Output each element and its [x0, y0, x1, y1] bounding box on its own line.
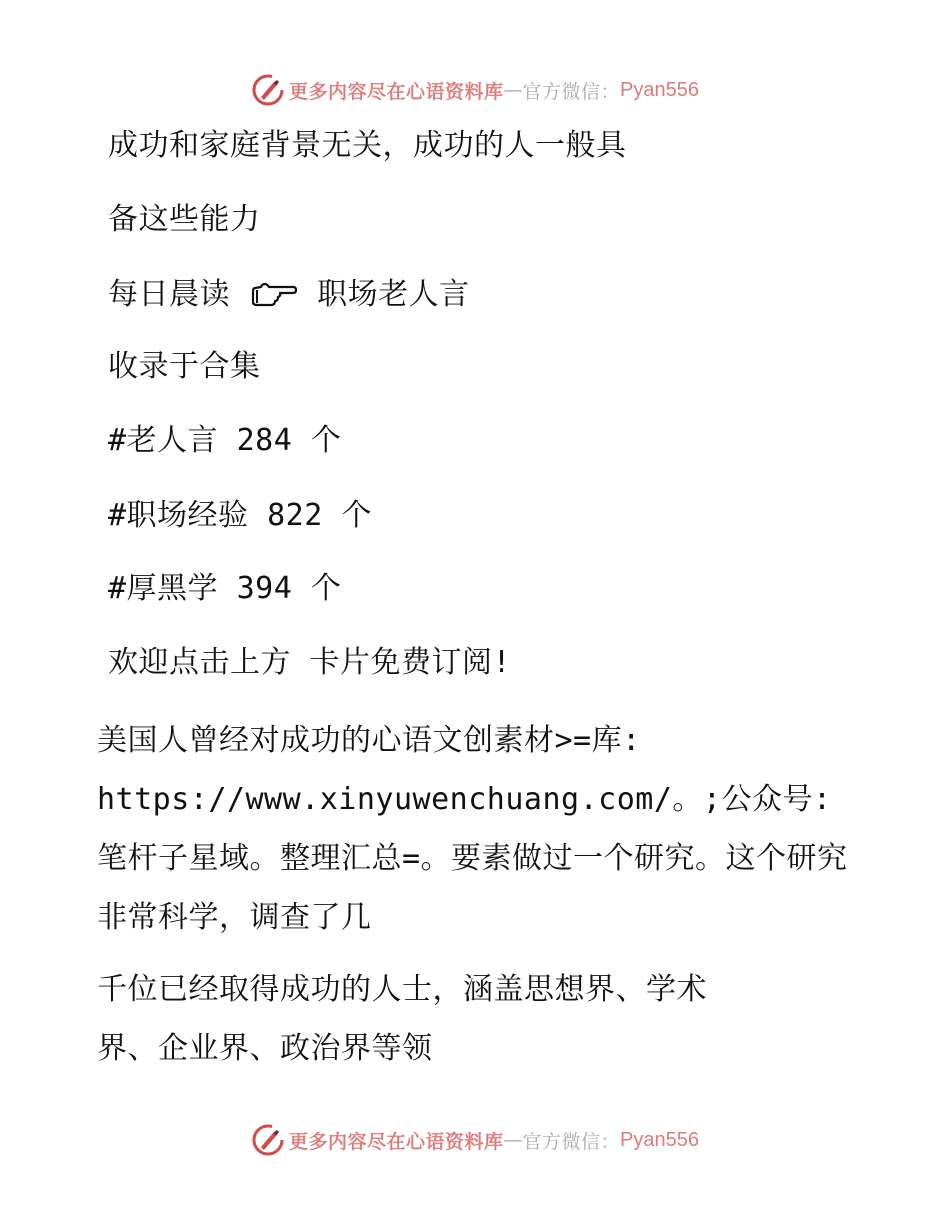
paragraph-2-rest: 界、企业界、政治界等领 [97, 1031, 433, 1066]
header-banner-inner [251, 73, 699, 107]
paragraph-1-rest: https://www.xinyuwenchuang.com/。;公众号: 笔杆子星域。整理汇总=。要素做过一个研究。这个研究非常科学，调查了几 [97, 782, 848, 935]
text-line-3 [108, 275, 470, 315]
banner-wechat-id: Pyan556 [620, 78, 699, 101]
text-line-4: 收录于合集 [108, 349, 261, 384]
morning-read-label: 每日晨读 [108, 277, 230, 312]
hashtag-houheixue: #厚黑学 394 个 [108, 571, 342, 606]
banner-title: 更多内容尽在心语资料库 [289, 80, 504, 103]
hashtag-zhichang: #职场经验 822 个 [108, 498, 372, 533]
pen-logo-icon [251, 73, 285, 107]
footer-banner [0, 1120, 950, 1160]
banner-wechat-label: 官方微信： [522, 80, 621, 103]
paragraph-2 [97, 960, 857, 1078]
subscribe-line: 欢迎点击上方 卡片免费订阅! [108, 645, 512, 680]
pen-logo-icon [251, 1123, 285, 1157]
column-name: 职场老人言 [317, 277, 470, 312]
banner-wechat-id: Pyan556 [620, 1128, 699, 1151]
paragraph-1-first: 美国人曾经对成功的心语文创素材>=库: [97, 723, 641, 758]
hashtag-laorenyan: #老人言 284 个 [108, 423, 342, 458]
text-line-2: 备这些能力 [108, 202, 261, 237]
banner-separator: — [503, 79, 523, 101]
banner-title: 更多内容尽在心语资料库 [289, 1130, 504, 1153]
paragraph-1 [97, 711, 857, 947]
text-line-1: 成功和家庭背景无关，成功的人一般具 [108, 128, 627, 163]
header-banner [0, 70, 950, 110]
banner-separator: — [503, 1129, 523, 1151]
footer-banner-inner [251, 1123, 699, 1157]
paragraph-2-first: 千位已经取得成功的人士，涵盖思想界、学术 [97, 972, 707, 1007]
pointing-hand-icon [251, 278, 297, 308]
banner-wechat-label: 官方微信： [522, 1130, 621, 1153]
